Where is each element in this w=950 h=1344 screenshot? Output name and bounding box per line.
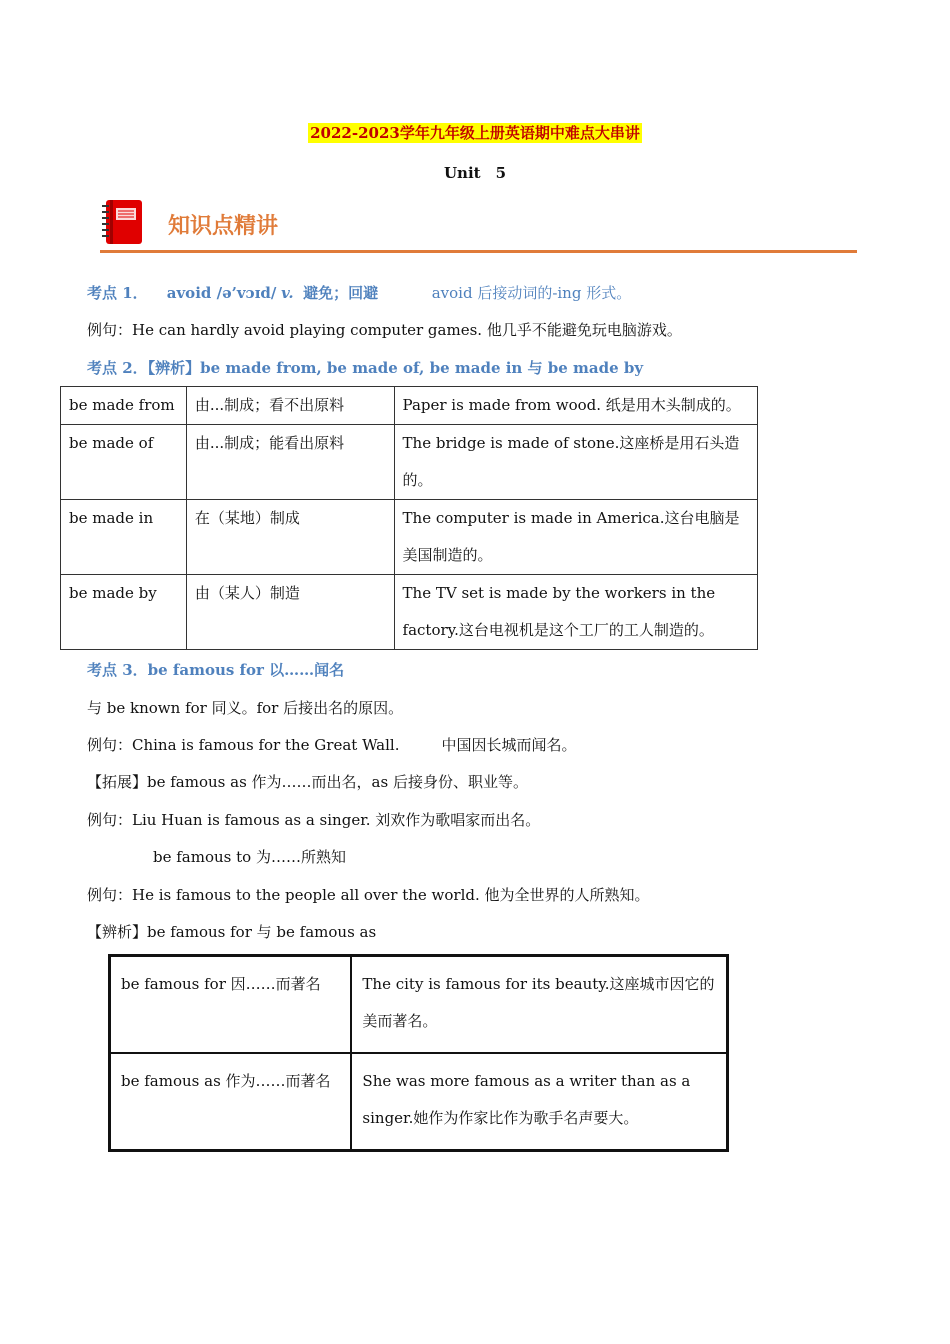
unit-heading: Unit 5 xyxy=(443,164,507,182)
section-banner-title: 知识点精讲 xyxy=(168,214,279,239)
meaning-cell: 由...制成；看不出原料 xyxy=(186,387,394,425)
table-row xyxy=(110,1053,728,1151)
point2-heading: 考点 2．【辨析】be made from, be made of, be made in 与 be made by xyxy=(87,359,644,377)
table-row xyxy=(61,425,758,500)
example-cell: The computer is made in America.这台电脑是美国制造的。 xyxy=(394,500,757,575)
example-cell: The bridge is made of stone.这座桥是用石头造的。 xyxy=(394,425,757,500)
phrase-cell: be made by xyxy=(61,575,187,650)
point3-example1: 例句：China is famous for the Great Wall. 中国因长城而闻名。 xyxy=(87,736,577,754)
point3-example2: 例句：Liu Huan is famous as a singer. 刘欢作为歌唱家而出名。 xyxy=(87,811,541,829)
table-row xyxy=(61,575,758,650)
point1-heading: 考点 1． avoid /ə’vɔɪd/ v. 避免；回避 avoid 后接动词的-ing 形式。 xyxy=(87,284,632,302)
table-row xyxy=(61,387,758,425)
banner-divider xyxy=(100,250,857,253)
point3-example3: 例句：He is famous to the people all over the world. 他为全世界的人所熟知。 xyxy=(87,886,650,904)
table-row xyxy=(61,500,758,575)
table-row xyxy=(110,956,728,1054)
document-title: 2022-2023学年九年级上册英语期中难点大串讲 xyxy=(310,124,640,142)
notebook-icon xyxy=(100,198,146,246)
example-cell: The city is famous for its beauty.这座城市因它的美而著名。 xyxy=(351,956,727,1054)
point3-synonym: 与 be known for 同义。for 后接出名的原因。 xyxy=(87,699,404,717)
point3-famous-to: be famous to 为……所熟知 xyxy=(153,848,346,866)
phrase-cell: be made of xyxy=(61,425,187,500)
point3-compare-heading: 【辨析】be famous for 与 be famous as xyxy=(87,923,377,941)
example-cell: She was more famous as a writer than as a singer.她作为作家比作为歌手名声要大。 xyxy=(351,1053,727,1151)
phrase-cell: be famous for 因……而著名 xyxy=(110,956,352,1054)
meaning-cell: 由...制成；能看出原料 xyxy=(186,425,394,500)
phrase-cell: be made in xyxy=(61,500,187,575)
point1-example: 例句：He can hardly avoid playing computer games. 他几乎不能避免玩电脑游戏。 xyxy=(87,321,682,339)
meaning-cell: 在（某地）制成 xyxy=(186,500,394,575)
meaning-cell: 由（某人）制造 xyxy=(186,575,394,650)
point3-heading: 考点 3．be famous for 以……闻名 xyxy=(87,661,345,679)
example-cell: The TV set is made by the workers in the factory.这台电视机是这个工厂的工人制造的。 xyxy=(394,575,757,650)
phrase-cell: be famous as 作为……而著名 xyxy=(110,1053,352,1151)
famous-comparison-table xyxy=(108,954,729,1152)
point3-extend: 【拓展】be famous as 作为……而出名，as 后接身份、职业等。 xyxy=(87,773,528,791)
example-cell: Paper is made from wood. 纸是用木头制成的。 xyxy=(394,387,757,425)
phrase-cell: be made from xyxy=(61,387,187,425)
made-comparison-table xyxy=(60,386,758,650)
